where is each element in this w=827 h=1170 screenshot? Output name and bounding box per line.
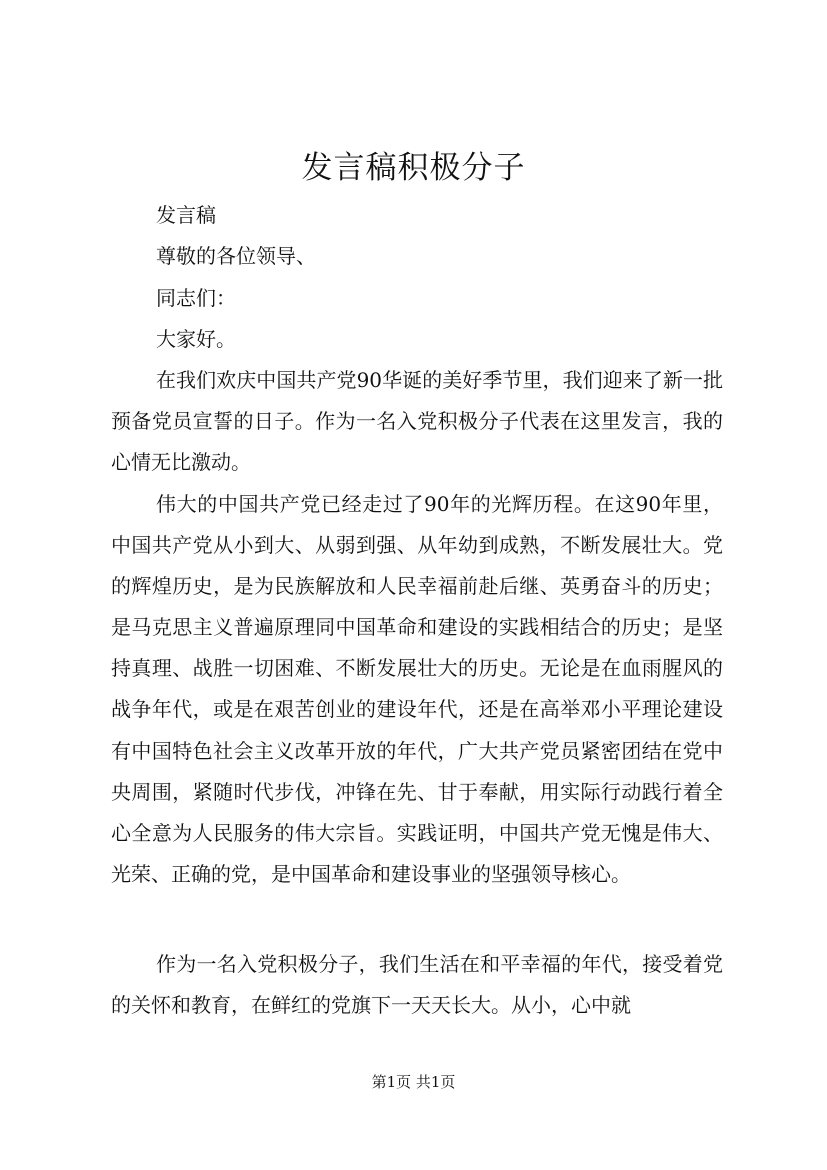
salutation-line-1: 尊敬的各位领导、 (156, 244, 316, 268)
body-paragraph-3: 作为一名入党积极分子，我们生活在和平幸福的年代，接受着党的关怀和教育，在鲜红的党旗下一天天长大。从小，心中就 (111, 952, 723, 1018)
body-paragraph-2: 伟大的中国共产党已经走过了90年的光辉历程。在这90年里，中国共产党从小到大、从弱到强、从年幼到成熟，不断发展壮大。党的辉煌历史，是为民族解放和人民幸福前赴后继、英勇奋斗的历史；是马克思主义普遍原理同中国革命和建设的实践相结合的历史；是坚持真理、战胜一切困难、不断发展壮大的历史。无论是在血雨腥风的战争年代，或是在艰苦创业的建设年代，还是在高举邓小平理论建设有中国特色社会主义改革开放的年代，广大共产党员紧密团结在党中央周围，紧随时代步伐，冲锋在先、甘于奉献，用实际行动践行着全心全意为人民服务的伟大宗旨。实践证明，中国共产党无愧是伟大、光荣、正确的党，是中国革命和建设事业的坚强领导核心。 (111, 492, 723, 886)
document-title: 发言稿积极分子 (301, 150, 526, 186)
document-heading: 发言稿 (156, 203, 216, 227)
greeting-line: 大家好。 (156, 327, 236, 351)
page-footer: 第1页 共1页 (371, 1073, 456, 1091)
body-paragraph-1: 在我们欢庆中国共产党90华诞的美好季节里，我们迎来了新一批预备党员宣誓的日子。作为一名入党积极分子代表在这里发言，我的心情无比激动。 (111, 368, 723, 475)
salutation-line-2: 同志们： (156, 286, 236, 310)
